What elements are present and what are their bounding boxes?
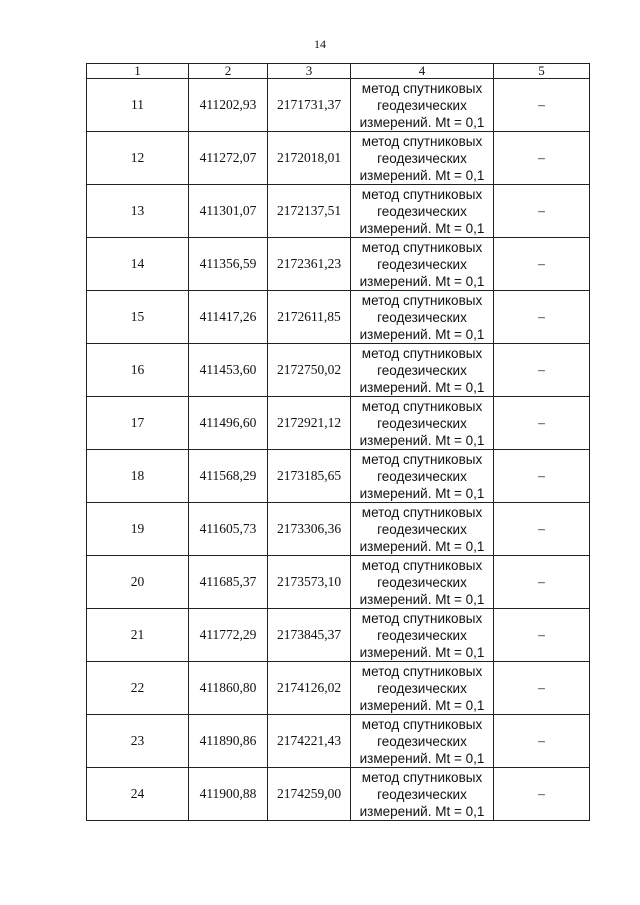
y-coordinate-cell: 2173573,10 (268, 556, 351, 609)
table-row (87, 79, 590, 132)
x-coordinate-cell: 411568,29 (189, 450, 268, 503)
method-cell: метод спутниковых геодезических измерений. Mt = 0,1 (351, 397, 494, 450)
column-header-3: 3 (268, 64, 351, 79)
table-row (87, 344, 590, 397)
y-coordinate-cell: 2174259,00 (268, 768, 351, 821)
y-coordinate-cell: 2172137,51 (268, 185, 351, 238)
note-cell: – (494, 291, 590, 344)
x-coordinate-cell: 411772,29 (189, 609, 268, 662)
column-header-4: 4 (351, 64, 494, 79)
column-header-1: 1 (87, 64, 189, 79)
x-coordinate-cell: 411202,93 (189, 79, 268, 132)
table-row (87, 715, 590, 768)
y-coordinate-cell: 2172921,12 (268, 397, 351, 450)
y-coordinate-cell: 2174126,02 (268, 662, 351, 715)
method-cell: метод спутниковых геодезических измерений. Mt = 0,1 (351, 662, 494, 715)
y-coordinate-cell: 2172018,01 (268, 132, 351, 185)
method-cell: метод спутниковых геодезических измерений. Mt = 0,1 (351, 132, 494, 185)
table-row (87, 556, 590, 609)
x-coordinate-cell: 411685,37 (189, 556, 268, 609)
note-cell: – (494, 662, 590, 715)
table-row (87, 450, 590, 503)
x-coordinate-cell: 411272,07 (189, 132, 268, 185)
note-cell: – (494, 768, 590, 821)
method-cell: метод спутниковых геодезических измерений. Mt = 0,1 (351, 503, 494, 556)
note-cell: – (494, 397, 590, 450)
y-coordinate-cell: 2173306,36 (268, 503, 351, 556)
method-cell: метод спутниковых геодезических измерений. Mt = 0,1 (351, 79, 494, 132)
method-cell: метод спутниковых геодезических измерений. Mt = 0,1 (351, 609, 494, 662)
y-coordinate-cell: 2172611,85 (268, 291, 351, 344)
table-row (87, 185, 590, 238)
x-coordinate-cell: 411453,60 (189, 344, 268, 397)
table-header-row (87, 64, 590, 79)
table-row (87, 662, 590, 715)
x-coordinate-cell: 411890,86 (189, 715, 268, 768)
table-row (87, 132, 590, 185)
note-cell: – (494, 185, 590, 238)
point-number-cell: 13 (87, 185, 189, 238)
point-number-cell: 20 (87, 556, 189, 609)
y-coordinate-cell: 2172361,23 (268, 238, 351, 291)
y-coordinate-cell: 2172750,02 (268, 344, 351, 397)
note-cell: – (494, 450, 590, 503)
note-cell: – (494, 556, 590, 609)
y-coordinate-cell: 2171731,37 (268, 79, 351, 132)
x-coordinate-cell: 411860,80 (189, 662, 268, 715)
table-row (87, 397, 590, 450)
x-coordinate-cell: 411900,88 (189, 768, 268, 821)
page-number: 14 (314, 37, 326, 51)
table-row (87, 238, 590, 291)
point-number-cell: 23 (87, 715, 189, 768)
method-cell: метод спутниковых геодезических измерений. Mt = 0,1 (351, 556, 494, 609)
point-number-cell: 18 (87, 450, 189, 503)
point-number-cell: 24 (87, 768, 189, 821)
method-cell: метод спутниковых геодезических измерений. Mt = 0,1 (351, 291, 494, 344)
table-body (87, 79, 590, 821)
x-coordinate-cell: 411417,26 (189, 291, 268, 344)
note-cell: – (494, 715, 590, 768)
y-coordinate-cell: 2173185,65 (268, 450, 351, 503)
column-header-2: 2 (189, 64, 268, 79)
point-number-cell: 16 (87, 344, 189, 397)
point-number-cell: 12 (87, 132, 189, 185)
table-row (87, 503, 590, 556)
note-cell: – (494, 503, 590, 556)
table-row (87, 768, 590, 821)
note-cell: – (494, 238, 590, 291)
method-cell: метод спутниковых геодезических измерений. Mt = 0,1 (351, 185, 494, 238)
y-coordinate-cell: 2174221,43 (268, 715, 351, 768)
method-cell: метод спутниковых геодезических измерений. Mt = 0,1 (351, 715, 494, 768)
method-cell: метод спутниковых геодезических измерений. Mt = 0,1 (351, 450, 494, 503)
note-cell: – (494, 609, 590, 662)
method-cell: метод спутниковых геодезических измерений. Mt = 0,1 (351, 344, 494, 397)
x-coordinate-cell: 411496,60 (189, 397, 268, 450)
x-coordinate-cell: 411301,07 (189, 185, 268, 238)
point-number-cell: 15 (87, 291, 189, 344)
method-cell: метод спутниковых геодезических измерений. Mt = 0,1 (351, 238, 494, 291)
point-number-cell: 21 (87, 609, 189, 662)
y-coordinate-cell: 2173845,37 (268, 609, 351, 662)
point-number-cell: 22 (87, 662, 189, 715)
point-number-cell: 14 (87, 238, 189, 291)
note-cell: – (494, 132, 590, 185)
note-cell: – (494, 79, 590, 132)
method-cell: метод спутниковых геодезических измерений. Mt = 0,1 (351, 768, 494, 821)
table-row (87, 609, 590, 662)
point-number-cell: 17 (87, 397, 189, 450)
point-number-cell: 19 (87, 503, 189, 556)
coordinates-table (86, 63, 590, 821)
note-cell: – (494, 344, 590, 397)
x-coordinate-cell: 411605,73 (189, 503, 268, 556)
table-row (87, 291, 590, 344)
column-header-5: 5 (494, 64, 590, 79)
x-coordinate-cell: 411356,59 (189, 238, 268, 291)
point-number-cell: 11 (87, 79, 189, 132)
